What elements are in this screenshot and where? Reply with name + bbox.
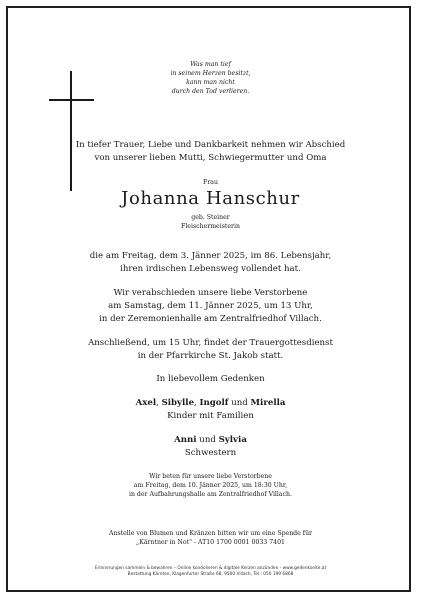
name-separator: , xyxy=(194,398,200,408)
death-announcement xyxy=(0,250,421,276)
mass-line: Anschließend, um 15 Uhr, findet der Trauergottesdienst xyxy=(88,338,333,348)
motto-line: durch den Tod verlieren. xyxy=(171,88,250,95)
mourners-children xyxy=(0,397,421,423)
footer xyxy=(0,566,421,578)
mourner-relation: Kinder mit Familien xyxy=(167,411,254,421)
intro-line: von unserer lieben Mutti, Schwiegermutter und Oma xyxy=(94,153,327,163)
death-line: ihren irdischen Lebensweg vollendet hat. xyxy=(120,264,301,274)
mourner-name: Mirella xyxy=(250,398,286,408)
maiden-name: geb. Steiner xyxy=(191,214,230,221)
salutation: Frau xyxy=(203,179,218,186)
remembrance: In liebevollem Gedenken xyxy=(156,374,265,384)
farewell-line: am Samstag, dem 11. Jänner 2025, um 13 Uhr, xyxy=(108,301,313,311)
mass-text xyxy=(0,337,421,363)
farewell-line: Wir verabschieden unsere liebe Verstorbene xyxy=(113,288,308,298)
footer-line: Erinnerungen sammeln & bewahren – Online kondolieren & digitale Kerzen anzünden - www.gedenkseite.at xyxy=(94,566,327,571)
name-separator: und xyxy=(196,435,219,445)
name-separator: , xyxy=(156,398,162,408)
prayer-line: in der Aufbahrungshalle am Zentralfriedhof Villach. xyxy=(129,491,292,498)
prayer-line: Wir beten für unsere liebe Verstorbene xyxy=(149,473,272,480)
mourner-name: Sibylle xyxy=(161,398,195,408)
prayer-text xyxy=(0,472,421,499)
mourner-name: Axel xyxy=(135,398,157,408)
mourner-names xyxy=(0,397,421,410)
intro-text xyxy=(0,139,421,165)
donation-text xyxy=(0,529,421,547)
motto-line: Was man tief xyxy=(190,61,231,68)
deceased-details xyxy=(0,213,421,231)
occupation: Fleischermeisterin xyxy=(181,223,240,230)
donation-line: „Kärntner in Not" - AT10 1700 0001 0033 7401 xyxy=(136,539,285,546)
mass-line: in der Pfarrkirche St. Jakob statt. xyxy=(137,351,284,361)
donation-line: Anstelle von Blumen und Kränzen bitten wir um eine Spende für xyxy=(108,530,313,537)
motto-line: in seinem Herzen besitzt, xyxy=(170,70,251,77)
mourner-relation: Schwestern xyxy=(184,448,237,458)
mourner-name: Anni xyxy=(174,435,197,445)
intro-line: In tiefer Trauer, Liebe und Dankbarkeit nehmen wir Abschied xyxy=(75,140,346,150)
mourner-names xyxy=(0,434,421,447)
motto-line: kann man nicht xyxy=(186,79,235,86)
farewell-text xyxy=(0,287,421,326)
mourner-name: Ingolf xyxy=(199,398,229,408)
name-separator: und xyxy=(228,398,251,408)
farewell-line: in der Zeremonienhalle am Zentralfriedhof Villach. xyxy=(99,314,322,324)
footer-line: Bestattung Kärnten, Klagenfurter Straße 68, 9500 Villach, Tel.: 050 199 6868 xyxy=(127,572,294,577)
mourner-name: Sylvia xyxy=(218,435,247,445)
deceased-name: Johanna Hanschur xyxy=(121,188,300,209)
mourners-sisters xyxy=(0,434,421,460)
death-line: die am Freitag, dem 3. Jänner 2025, im 86. Lebensjahr, xyxy=(89,251,332,261)
prayer-line: am Freitag, dem 10. Jänner 2025, um 18:30 Uhr, xyxy=(133,482,288,489)
motto-verse xyxy=(0,60,421,96)
